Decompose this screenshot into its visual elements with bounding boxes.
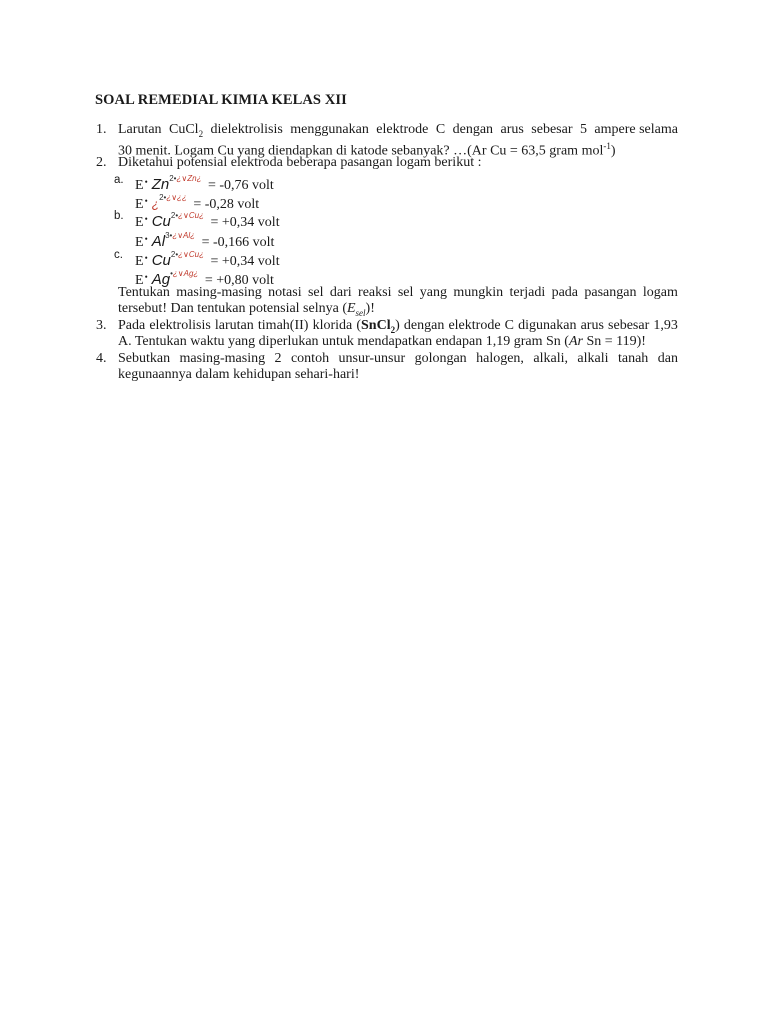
charge-notation: 2•¿∨Cu¿ bbox=[170, 250, 205, 259]
species-cu: Cu bbox=[151, 252, 171, 269]
charge-notation: •¿∨Ag¿ bbox=[170, 269, 199, 278]
word: sebesar bbox=[531, 122, 573, 137]
potential-value: = -0,166 volt bbox=[201, 235, 275, 250]
charge-notation: 2•¿∨Zn¿ bbox=[169, 174, 202, 183]
pair-b-letter: b. bbox=[114, 210, 124, 222]
species-al: Al bbox=[151, 233, 166, 250]
question-1-number: 1. bbox=[96, 122, 107, 137]
question-3-number: 3. bbox=[96, 318, 107, 333]
atomic-mass-symbol: Ar bbox=[568, 334, 583, 349]
document-title: SOAL REMEDIAL KIMIA KELAS XII bbox=[95, 92, 347, 108]
potential-value: = -0,76 volt bbox=[207, 178, 274, 193]
pair-a-letter: a. bbox=[114, 174, 124, 186]
standard-potential-symbol: E• bbox=[135, 214, 148, 230]
potential-value: = +0,34 volt bbox=[210, 254, 280, 269]
word: C bbox=[435, 122, 446, 137]
standard-potential-symbol: E• bbox=[135, 177, 148, 193]
word: elektrode bbox=[376, 122, 429, 137]
word: dielektrolisis bbox=[210, 122, 283, 137]
pair-c-letter: c. bbox=[114, 249, 123, 261]
word: menggunakan bbox=[290, 122, 369, 137]
question-2-instruction-line-1: Tentukan masing-masing notasi sel dari reaksi sel yang mungkin terjadi pada pasangan logam bbox=[118, 285, 678, 300]
cell-potential-symbol: $E_{sel}$ bbox=[346, 301, 366, 318]
word: dengan bbox=[452, 122, 494, 137]
mol-exponent: -1 bbox=[603, 141, 611, 151]
word: ampere selama bbox=[594, 122, 678, 137]
question-3-line-2: A. Tentukan waktu yang diperlukan untuk mendapatkan endapan 1,19 gram Sn (Ar Sn = 119)! bbox=[118, 334, 646, 349]
charge-notation: 2•¿∨¿¿ bbox=[159, 193, 187, 202]
species-broken-glyph: ¿ bbox=[151, 197, 160, 211]
question-4-line-1: Sebutkan masing-masing 2 contoh unsur-unsur golongan halogen, alkali, alkali tanah dan bbox=[118, 351, 678, 366]
word: arus bbox=[500, 122, 524, 137]
question-1-line-2: 30 menit. Logam Cu yang diendapkan di katode sebanyak? …(Ar Cu = 63,5 gram mol$^{-1}$) bbox=[118, 141, 616, 159]
question-2-intro: Diketahui potensial elektroda beberapa pasangan logam berikut : bbox=[118, 155, 482, 170]
charge-notation: 3•¿∨Al¿ bbox=[165, 231, 196, 240]
standard-potential-symbol: E• bbox=[135, 196, 148, 212]
potential-value: = +0,34 volt bbox=[210, 215, 280, 230]
question-4-line-2: kegunaannya dalam kehidupan sehari-hari! bbox=[118, 367, 360, 382]
standard-potential-symbol: E• bbox=[135, 253, 148, 269]
question-4-number: 4. bbox=[96, 351, 107, 366]
formula-sncl2: (SnCl$_2$) bbox=[356, 318, 400, 335]
question-2-number: 2. bbox=[96, 155, 107, 170]
question-2-instruction-line-2: tersebut! Dan tentukan potensial selnya $(E_{sel})$! bbox=[118, 301, 375, 318]
standard-potential-symbol: E• bbox=[135, 272, 148, 288]
standard-potential-symbol: E• bbox=[135, 234, 148, 250]
species-zn: Zn bbox=[151, 176, 170, 193]
word: 5 bbox=[579, 122, 587, 137]
potential-value: = -0,28 volt bbox=[193, 197, 260, 212]
species-ag: Ag bbox=[151, 271, 171, 288]
charge-notation: 2•¿∨Cu¿ bbox=[170, 211, 205, 220]
question-3-line-1: Pada elektrolisis larutan timah(II) klorida (SnCl$_2$) dengan elektrode C digunakan arus sebesar 1,93 bbox=[118, 318, 678, 338]
species-cu: Cu bbox=[151, 213, 171, 230]
word: Larutan bbox=[118, 122, 162, 137]
potential-value: = +0,80 volt bbox=[204, 273, 274, 288]
formula-cucl2: CuCl$_2$ bbox=[168, 122, 204, 139]
